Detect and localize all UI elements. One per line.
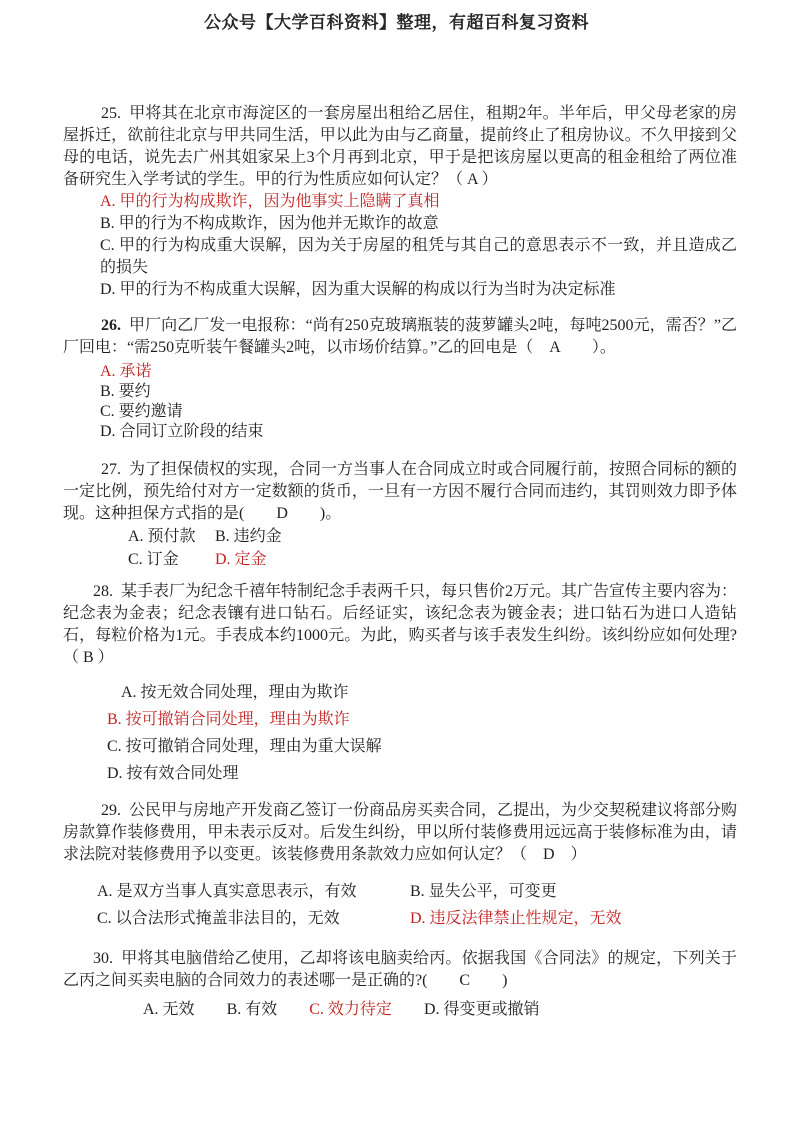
- option-a: A. 按无效合同处理，理由为欺诈: [121, 684, 349, 701]
- option-a: A. 承诺: [100, 363, 152, 380]
- option-d: D. 违反法律禁止性规定，无效: [410, 910, 622, 927]
- option-c: C. 订金: [128, 551, 179, 568]
- question-30: [63, 948, 737, 1021]
- options-row: [128, 525, 737, 548]
- question-29: [63, 800, 737, 932]
- option-b: B. 按可撤销合同处理，理由为欺诈: [107, 711, 350, 728]
- option-b: B. 要约: [100, 383, 151, 400]
- question-text: 为了担保债权的实现，合同一方当事人在合同成立时或合同履行前，按照合同标的额的一定比例，预先给付对方一定数额的货币，一旦有一方因不履行合同而违约，其罚则效力即予体现。这种担保方式指的是( D )。: [63, 461, 738, 522]
- option-b: B. 有效: [226, 1001, 278, 1018]
- question-text: 甲厂向乙厂发一电报称：“尚有250克玻璃瓶装的菠萝罐头2吨，每吨2500元，需否？”乙厂回电：“需250克听装午餐罐头2吨，以市场价结算。”乙的回电是（ A ）。: [63, 317, 737, 356]
- question-26: [63, 315, 737, 442]
- question-text: 公民甲与房地产开发商乙签订一份商品房买卖合同，乙提出，为少交契税建议将部分购房款算作装修费用，甲未表示反对。后发生纠纷，甲以所付装修费用远远高于装修标准为由，请求法院对装修费用予以变更。该装修费用条款效力应如何认定？（ D ）: [63, 802, 738, 863]
- questions-content: [0, 103, 793, 1021]
- question-stem: [63, 103, 737, 191]
- option-c: C. 效力待定: [309, 1001, 392, 1018]
- question-text: 某手表厂为纪念千禧年特制纪念手表两千只，每只售价2万元。其广告宣传主要内容为：纪念表为金表；纪念表镶有进口钻石。后经证实，该纪念表为镀金表；进口钻石为进口人造钻石，每粒价格为1元。手表成本约1000元。为此，购买者与该手表发生纠纷。该纠纷应如何处理?（ B ）: [63, 583, 738, 666]
- question-text: 甲将其在北京市海淀区的一套房屋出租给乙居住，租期2年。半年后，甲父母老家的房屋拆迁，欲前往北京与甲共同生活，甲以此为由与乙商量，提前终止了租房协议。不久甲接到父母的电话，说先去广州其姐家呆上3个月再到北京，甲于是把该房屋以更高的租金租给了两位准备研究生入学考试的学生。甲的行为性质应如何认定？（ A ）: [63, 105, 737, 188]
- options-row: [143, 999, 737, 1021]
- options-list: [100, 191, 737, 301]
- question-number: 30.: [93, 950, 113, 967]
- option-c: C. 甲的行为构成重大误解，因为关于房屋的租凭与其自己的意思表示不一致，并且造成乙的损失: [100, 237, 737, 276]
- option-b: B. 显失公平，可变更: [410, 883, 557, 900]
- option-d: D. 合同订立阶段的结束: [100, 423, 264, 440]
- option-b: B. 违约金: [215, 528, 282, 545]
- question-stem: [63, 948, 737, 992]
- options-list: [107, 679, 737, 787]
- option-d: D. 甲的行为不构成重大误解，因为重大误解的构成以行为当时为决定标准: [100, 281, 616, 298]
- option-c: C. 以合法形式掩盖非法目的，无效: [97, 910, 340, 927]
- option-b: B. 甲的行为不构成欺诈，因为他并无欺诈的故意: [100, 215, 439, 232]
- option-d: D. 按有效合同处理: [107, 765, 239, 782]
- options-grid: [128, 525, 737, 571]
- question-stem: [63, 315, 737, 359]
- question-stem: [63, 800, 737, 866]
- options-row: [128, 548, 737, 571]
- question-number: 26.: [101, 317, 121, 334]
- option-c: C. 按可撤销合同处理，理由为重大误解: [107, 738, 382, 755]
- question-number: 25.: [101, 105, 121, 122]
- option-a: A. 无效: [143, 1001, 195, 1018]
- option-d: D. 定金: [215, 551, 267, 568]
- option-a: A. 是双方当事人真实意思表示，有效: [97, 883, 357, 900]
- options-row: [97, 878, 737, 905]
- options-list: [100, 362, 737, 442]
- page-header-title: 公众号【大学百科资料】整理，有超百科复习资料: [204, 13, 589, 32]
- option-a: A. 甲的行为构成欺诈，因为他事实上隐瞒了真相: [100, 193, 440, 210]
- question-stem: [63, 459, 737, 525]
- option-d: D. 得变更或撤销: [423, 1001, 540, 1018]
- question-28: [63, 581, 737, 787]
- option-a: A. 预付款: [128, 528, 196, 545]
- question-number: 28.: [93, 583, 113, 600]
- question-27: [63, 459, 737, 571]
- question-text: 甲将其电脑借给乙使用，乙却将该电脑卖给丙。依据我国《合同法》的规定，下列关于乙丙之间买卖电脑的合同效力的表述哪一是正确的?( C ): [63, 950, 737, 989]
- options-row: [97, 905, 737, 932]
- question-25: [63, 103, 737, 301]
- question-number: 27.: [101, 461, 121, 478]
- question-number: 29.: [101, 802, 121, 819]
- question-stem: [63, 581, 737, 669]
- options-grid: [97, 878, 737, 932]
- option-c: C. 要约邀请: [100, 403, 183, 420]
